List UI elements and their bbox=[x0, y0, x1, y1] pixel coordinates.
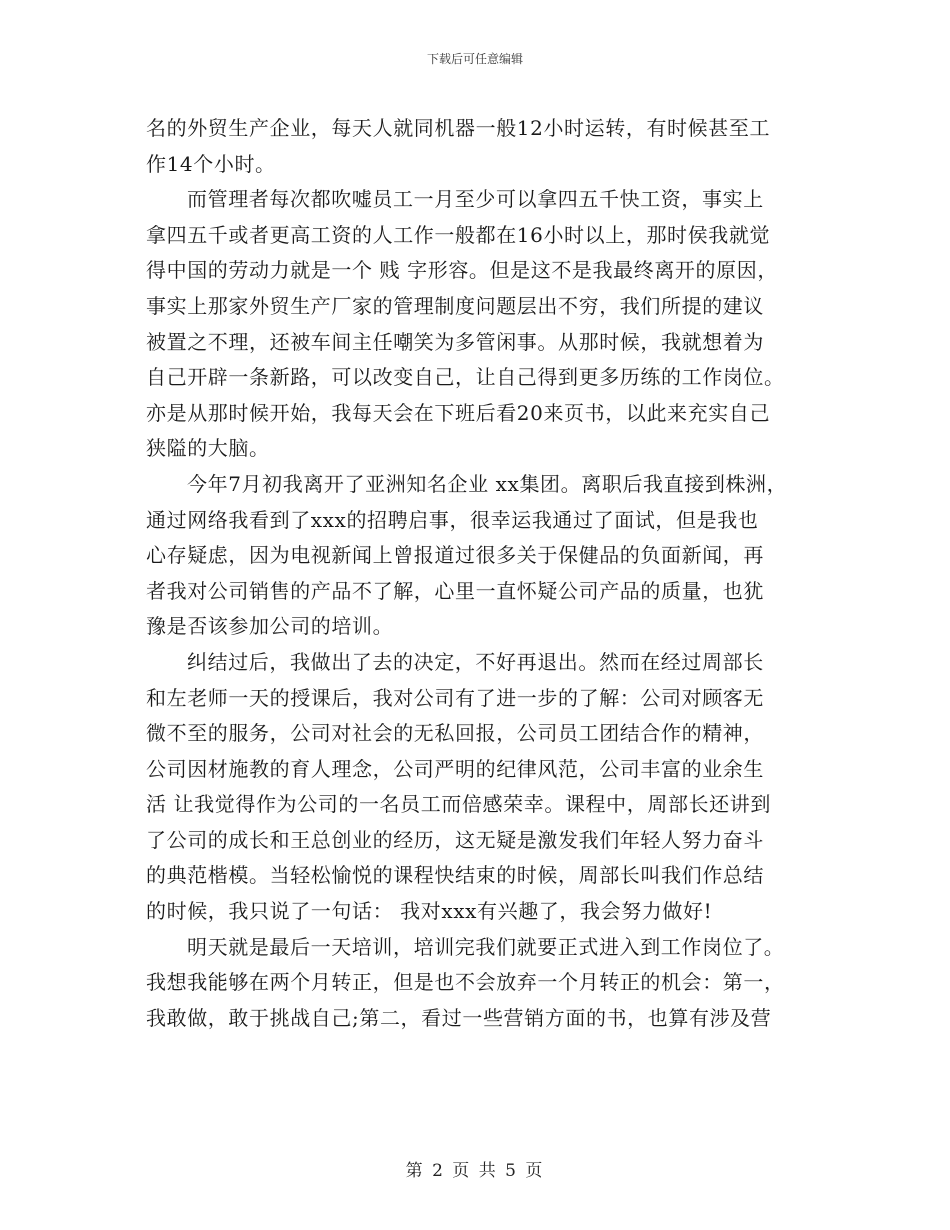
page-header: 下载后可任意编辑 bbox=[426, 52, 523, 66]
text-line: 事实上那家外贸生产厂家的管理制度问题层出不穷，我们所提的建议 bbox=[146, 293, 764, 318]
text-line: 狭隘的大脑。 bbox=[146, 436, 270, 461]
document-body bbox=[146, 111, 826, 1036]
paragraph-start-line: 而管理者每次都吹嘘员工一月至少可以拿四五千快工资，事实上 bbox=[187, 187, 764, 212]
text-line: 者我对公司销售的产品不了解，心里一直怀疑公司产品的质量，也犹 bbox=[146, 578, 764, 603]
text-line: 的典范楷模。当轻松愉悦的课程快结束的时候，周部长叫我们作总结 bbox=[146, 863, 764, 888]
text-line: 自己开辟一条新路，可以改变自己，让自己得到更多历练的工作岗位。 bbox=[146, 365, 785, 390]
paragraph-start-line: 明天就是最后一天培训，培训完我们就要正式进入到工作岗位了。 bbox=[187, 934, 785, 959]
text-line: 我敢做，敢于挑战自己;第二，看过一些营销方面的书，也算有涉及营 bbox=[146, 1005, 772, 1030]
text-line: 公司因材施教的育人理念，公司严明的纪律风范，公司丰富的业余生 bbox=[146, 756, 764, 781]
text-line: 了公司的成长和王总创业的经历，这无疑是激发我们年轻人努力奋斗 bbox=[146, 827, 764, 852]
text-line: 和左老师一天的授课后，我对公司有了进一步的了解：公司对顾客无 bbox=[146, 685, 764, 710]
text-line: 亦是从那时候开始，我每天会在下班后看20来页书，以此来充实自己 bbox=[146, 400, 771, 425]
paragraph-start-line: 纠结过后，我做出了去的决定，不好再退出。然而在经过周部长 bbox=[187, 649, 764, 674]
text-line: 的时候，我只说了一句话： 我对xxx有兴趣了，我会努力做好! bbox=[146, 899, 713, 924]
text-line: 我想我能够在两个月转正，但是也不会放弃一个月转正的机会：第一， bbox=[146, 970, 785, 995]
text-line: 心存疑虑，因为电视新闻上曾报道过很多关于保健品的负面新闻，再 bbox=[146, 543, 764, 568]
text-line: 得中国的劳动力就是一个 贱 字形容。但是这不是我最终离开的原因， bbox=[146, 258, 778, 283]
text-line: 名的外贸生产企业，每天人就同机器一般12小时运转，有时候甚至工 bbox=[146, 116, 771, 140]
text-line: 通过网络我看到了xxx的招聘启事，很幸运我通过了面试，但是我也 bbox=[146, 507, 759, 532]
paragraph-start-line: 今年7月初我离开了亚洲知名企业 xx集团。离职后我直接到株洲， bbox=[187, 471, 788, 496]
page-footer: 第 2 页 共 5 页 bbox=[405, 1161, 545, 1181]
text-line: 拿四五千或者更高工资的人工作一般都在16小时以上，那时侯我就觉 bbox=[146, 222, 771, 247]
text-line: 作14个小时。 bbox=[146, 151, 276, 176]
text-line: 豫是否该参加公司的培训。 bbox=[146, 614, 394, 639]
text-line: 微不至的服务，公司对社会的无私回报，公司员工团结合作的精神， bbox=[146, 721, 764, 746]
text-line: 活 让我觉得作为公司的一名员工而倍感荣幸。课程中，周部长还讲到 bbox=[146, 792, 771, 817]
text-line: 被置之不理，还被车间主任嘲笑为多管闲事。从那时候，我就想着为 bbox=[146, 329, 764, 354]
